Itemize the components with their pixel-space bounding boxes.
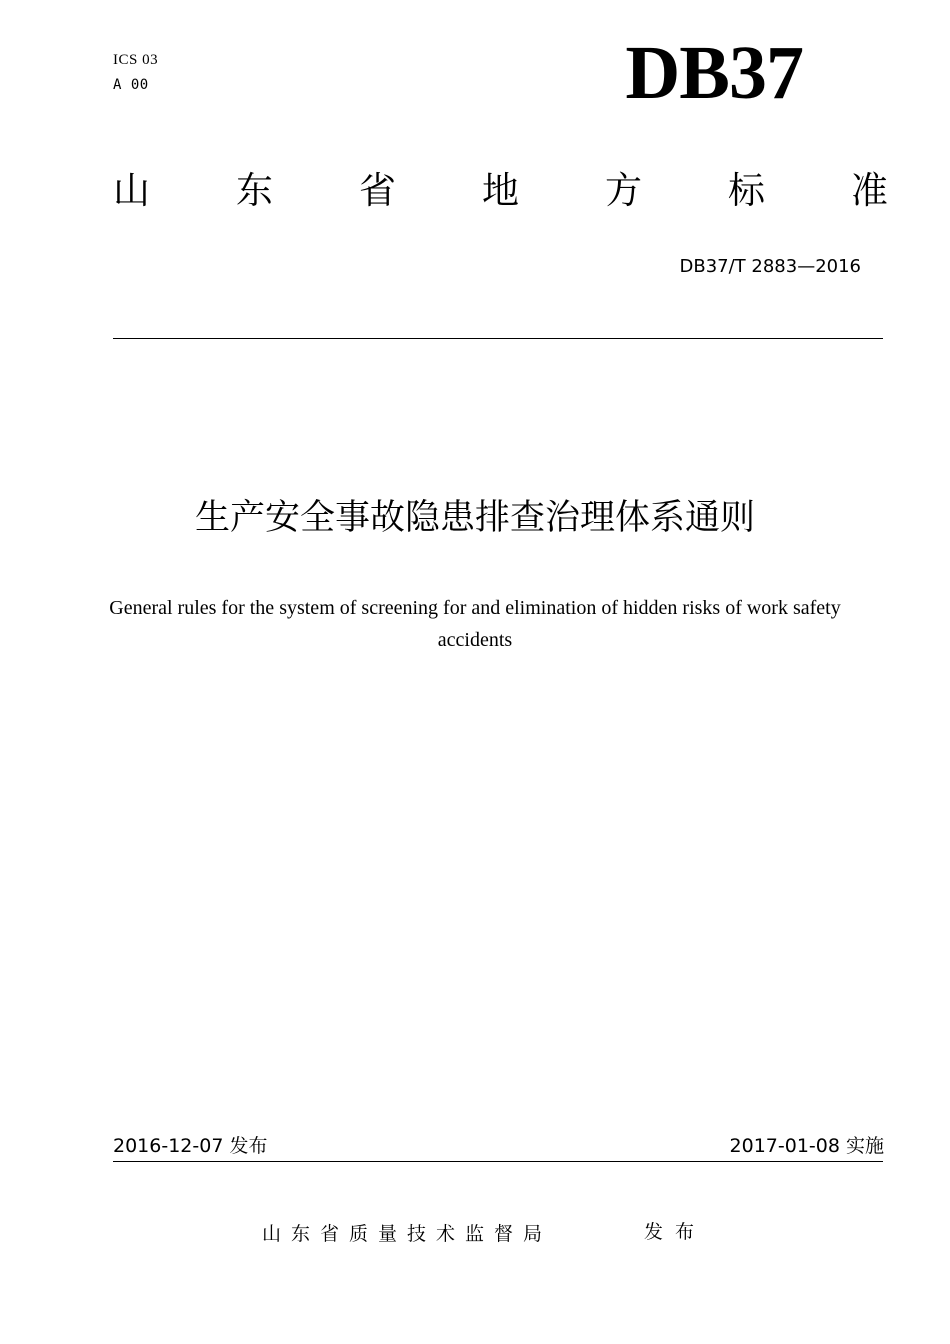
standard-type-char: 东: [236, 169, 273, 212]
standard-type-char: 地: [482, 169, 519, 212]
standard-number: DB37/T 2883—2016: [679, 256, 861, 277]
standard-type-char: 准: [851, 169, 888, 212]
issue-date: 2016-12-07 发布: [113, 1135, 268, 1157]
standard-type-char: 省: [359, 169, 396, 212]
standard-type-heading: [113, 166, 888, 216]
title-english: General rules for the system of screening for and elimination of hidden risks of work safety accidents: [109, 597, 841, 651]
standard-type-char: 标: [728, 169, 765, 212]
bottom-divider: [113, 1161, 883, 1162]
ics-code: ICS 03: [113, 52, 159, 68]
standard-type-char: 方: [605, 169, 642, 212]
publish-label: 发布: [644, 1221, 707, 1243]
implementation-date: 2017-01-08 实施: [729, 1135, 884, 1157]
issuing-authority: 山东省质量技术监督局: [262, 1223, 553, 1245]
ccs-code: A 00: [113, 77, 149, 93]
standard-logo: DB37: [625, 31, 803, 115]
standard-type-char: 山: [113, 169, 150, 212]
title-chinese: 生产安全事故隐患排查治理体系通则: [194, 498, 755, 538]
top-divider: [113, 338, 883, 339]
